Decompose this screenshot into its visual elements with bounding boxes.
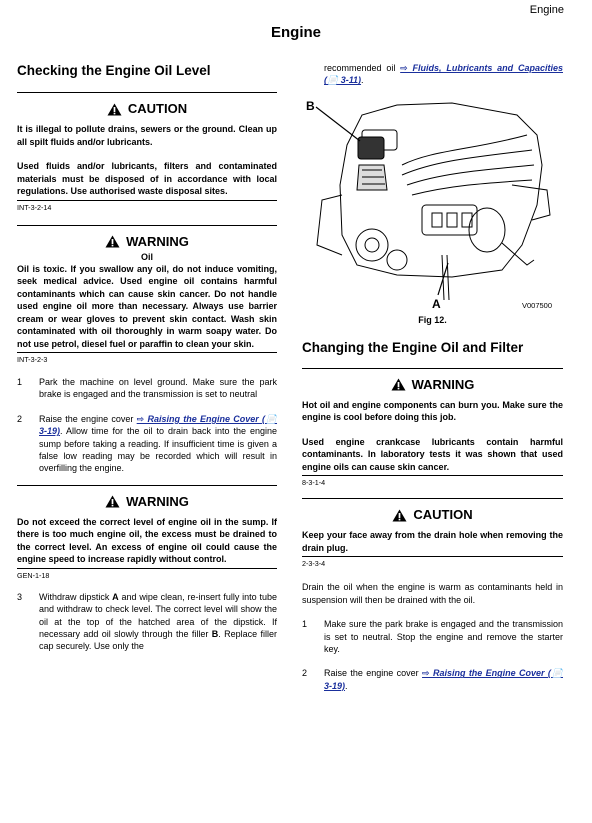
- fluids-lubricants-link[interactable]: ⇨ Fluids, Lubricants and Capacities (📄 3-11): [324, 63, 563, 86]
- warning-notice-hot-oil: [302, 368, 563, 489]
- caution-text: Keep your face away from the drain hole when removing the drain plug.: [302, 529, 563, 557]
- step-number: 2: [17, 413, 23, 424]
- warning-triangle-icon: [105, 495, 120, 508]
- label-a-ref: A: [112, 591, 119, 602]
- caution-reference: 2-3-3-4: [302, 559, 326, 569]
- step-2: [17, 413, 277, 475]
- caution-reference: INT-3-2-14: [17, 202, 52, 212]
- step-text: Make sure the park brake is engaged and the transmission is set to neutral. Stop the engine and remove the starter key.: [324, 619, 563, 654]
- warning-triangle-icon: [105, 235, 120, 248]
- step-text: and wipe clean, re-insert fully into tube and withdraw to check level. The correct level will show the oil at the top of the hatched area of the dipstick. If necessary add oil slowly through the filler: [39, 591, 277, 640]
- warning-subtitle: Oil: [140, 251, 153, 262]
- left-column: [17, 60, 277, 653]
- step-text: Park the machine on level ground. Make sure the park brake is engaged and the transmission is set to neutral: [39, 377, 277, 400]
- running-head: Engine: [529, 4, 564, 16]
- step-1: [17, 376, 277, 401]
- label-b-ref: B: [211, 629, 219, 640]
- figure-label-b: B: [306, 98, 315, 113]
- warning-text: Do not exceed the correct level of engine oil in the sump. If there is too much engine oil, the excess must be drained to the correct level. An excess of engine oil could cause the engine speed to increase rapidly without control.: [17, 516, 277, 569]
- step-3-continued: [302, 62, 563, 87]
- step-number: 1: [302, 619, 308, 630]
- figure-code: V007500: [522, 300, 553, 310]
- right-column: [302, 62, 563, 692]
- step-text: Raise the engine cover: [324, 668, 423, 679]
- warning-reference: 8-3-1-4: [302, 478, 326, 488]
- warning-title: WARNING: [126, 493, 189, 509]
- caution-title: CAUTION: [413, 507, 473, 523]
- warning-title: WARNING: [411, 376, 475, 392]
- raising-engine-cover-link[interactable]: ⇨ Raising the Engine Cover (📄 3-19): [324, 668, 563, 691]
- warning-triangle-icon: [392, 509, 407, 522]
- figure-caption: Fig 12.: [418, 314, 447, 325]
- engine-figure: [302, 95, 563, 313]
- step-number: 3: [17, 591, 23, 602]
- warning-triangle-icon: [107, 103, 122, 116]
- warning-reference: GEN-1-18: [17, 570, 50, 580]
- leader-line-b: [316, 107, 360, 141]
- step-text: .: [361, 75, 364, 86]
- raising-engine-cover-link[interactable]: ⇨ Raising the Engine Cover (📄 3-19): [39, 413, 278, 437]
- caution-text-2: Used fluids and/or lubricants, filters and contaminated materials must be disposed of in accordance with local regulations. Use authorised waste disposal sites.: [17, 160, 277, 201]
- step-number: 2: [302, 668, 308, 679]
- caution-notice-drain: [302, 498, 563, 569]
- step-text: recommended oil: [324, 63, 401, 73]
- step-text: .: [345, 680, 348, 691]
- warning-title: WARNING: [126, 233, 189, 249]
- step-number: 1: [17, 377, 23, 387]
- caution-text-1: It is illegal to pollute drains, sewers or the ground. Clean up all spilt fluids and/or lubricants.: [17, 124, 277, 147]
- drain-intro: Drain the oil when the engine is warm as contaminants held in suspension will then be drained with the oil.: [302, 582, 563, 605]
- warning-notice-overfill: [17, 485, 277, 581]
- figure-label-a: A: [432, 296, 441, 311]
- step-text-continued: . Allow time for the oil to drain back into the engine sump before taking a reading. If insufficient time is given a false low reading may be recorded which will result in overfilling the engine.: [39, 426, 277, 474]
- warning-text-2: Used engine crankcase lubricants contain harmful contaminants. In laboratory tests it was shown that used engine oils can cause skin cancer.: [302, 436, 563, 477]
- step-text: Raise the engine cover: [39, 413, 137, 424]
- warning-notice-oil: [17, 225, 277, 366]
- page-title: Engine: [270, 24, 321, 41]
- step-3: [17, 591, 277, 653]
- section-heading-changing-oil: Changing the Engine Oil and Filter: [302, 339, 524, 355]
- warning-text: Oil is toxic. If you swallow any oil, do not induce vomiting, seek medical advice. Used engine oil contains harmful contaminants which can cause skin cancer. Do not handle used engine oil more than necessary. Always use barrier cream or wear gloves to prevent skin contact. Wash skin contaminated with oil thoroughly in warm soapy water. Do not use petrol, diesel fuel or paraffin to clean your skin.: [17, 263, 277, 354]
- warning-triangle-icon: [391, 378, 406, 391]
- step-text: Withdraw dipstick: [39, 591, 113, 602]
- step-2: [302, 667, 563, 692]
- step-text: . Replace filler cap securely. Use only the: [39, 629, 277, 652]
- caution-notice: [17, 92, 277, 213]
- warning-text-1: Hot oil and engine components can burn you. Make sure the engine is cool before doing this job.: [302, 399, 563, 423]
- section-heading-checking-oil: Checking the Engine Oil Level: [17, 63, 211, 78]
- warning-reference: INT-3-2-3: [17, 355, 48, 364]
- caution-title: CAUTION: [127, 101, 188, 116]
- step-1: [302, 618, 563, 655]
- engine-illustration: [302, 95, 563, 313]
